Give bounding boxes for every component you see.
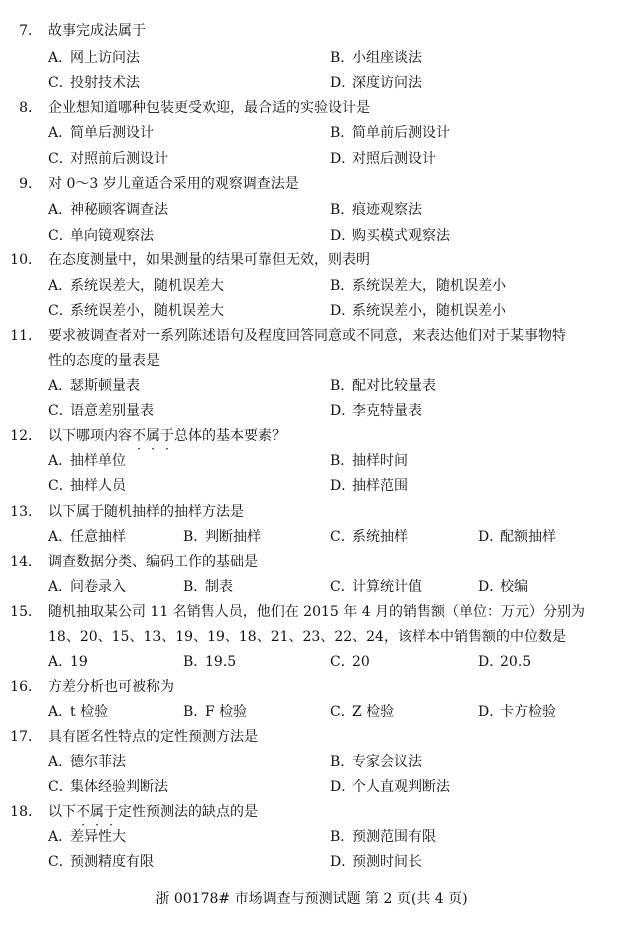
question-text-post: 定性预测法的缺点的是 — [118, 804, 258, 820]
emphasis-char: 属 — [146, 428, 160, 444]
option-text: 19 — [70, 654, 88, 670]
option-text: 语意差别量表 — [70, 403, 154, 419]
option-label: D． — [330, 478, 356, 494]
option-text: 抽样时间 — [352, 453, 408, 469]
option-label: B． — [330, 829, 355, 845]
option-label: D． — [330, 151, 356, 167]
option-text: 李克特量表 — [352, 403, 422, 419]
option-label: C． — [48, 151, 73, 167]
question-text — [48, 427, 286, 445]
question-text: 方差分析也可被称为 — [48, 679, 174, 695]
question-number: 18． — [10, 804, 42, 820]
question-text-post: 总体的基本要素？ — [174, 428, 286, 444]
emphasis-char: 不 — [132, 428, 146, 444]
option-label: A． — [48, 579, 73, 595]
option-text: 预测范围有限 — [352, 829, 436, 845]
option-label: A． — [48, 202, 73, 218]
option-label: B． — [183, 529, 208, 545]
option-label: A． — [48, 529, 73, 545]
question-number: 12． — [10, 428, 42, 444]
emphasis-char: 不 — [76, 804, 90, 820]
option-text: 深度访问法 — [352, 75, 422, 91]
question-number: 7． — [19, 23, 42, 39]
option-text: 神秘顾客调查法 — [70, 202, 168, 218]
option-label: A． — [48, 704, 73, 720]
option-label: C． — [330, 579, 355, 595]
question-text: 以下属于随机抽样的抽样方法是 — [48, 504, 244, 520]
question-text-continued: 18、20、15、13、19、19、18、21、23、22、24，该样本中销售额的中位数是 — [48, 629, 566, 645]
option-text: 抽样范围 — [352, 478, 408, 494]
option-text: 德尔菲法 — [70, 754, 126, 770]
option-text: 计算统计值 — [352, 579, 422, 595]
option-label: D． — [330, 75, 356, 91]
emphasized-text — [132, 428, 174, 444]
option-text: 19.5 — [205, 654, 237, 670]
option-text: t 检验 — [70, 704, 109, 720]
question-number: 9． — [19, 176, 42, 192]
option-label: B． — [330, 378, 355, 394]
option-text: 问卷录入 — [70, 579, 126, 595]
question-text: 对 0～3 岁儿童适合采用的观察调查法是 — [48, 176, 299, 192]
option-label: A． — [48, 453, 73, 469]
option-label: C． — [330, 654, 355, 670]
question-text-pre: 以下哪项内容 — [48, 428, 132, 444]
option-label: B． — [330, 202, 355, 218]
question-text-pre: 以下 — [48, 804, 76, 820]
option-label: A． — [48, 654, 73, 670]
option-text: 投射技术法 — [70, 75, 140, 91]
emphasis-char: 属 — [90, 804, 104, 820]
option-label: C． — [48, 403, 73, 419]
option-label: B． — [330, 125, 355, 141]
option-label: D． — [478, 654, 504, 670]
page-footer: 浙 00178# 市场调查与预测试题 第 2 页(共 4 页) — [155, 891, 468, 907]
option-label: A． — [48, 378, 73, 394]
option-label: D． — [330, 854, 356, 870]
option-text: 制表 — [205, 579, 233, 595]
option-text: 系统误差大，随机误差大 — [70, 278, 224, 294]
option-text: 网上访问法 — [70, 50, 140, 66]
option-text: 判断抽样 — [205, 529, 261, 545]
option-label: B． — [183, 579, 208, 595]
question-text: 具有匿名性特点的定性预测方法是 — [48, 729, 258, 745]
option-text: 配对比较量表 — [352, 378, 436, 394]
option-label: C． — [48, 478, 73, 494]
question-number: 15． — [10, 604, 42, 620]
option-label: C． — [48, 228, 73, 244]
emphasized-text — [76, 804, 118, 820]
option-text: 20 — [352, 654, 370, 670]
option-text: 系统误差小，随机误差大 — [70, 303, 224, 319]
option-text: 个人直观判断法 — [352, 779, 450, 795]
question-number: 10． — [10, 252, 42, 268]
question-number: 17． — [10, 729, 42, 745]
question-number: 11． — [10, 328, 42, 344]
option-text: 专家会议法 — [352, 754, 422, 770]
option-text: 对照前后测设计 — [70, 151, 168, 167]
option-text: 简单前后测设计 — [352, 125, 450, 141]
option-text: 差异性大 — [70, 829, 126, 845]
option-label: B． — [330, 453, 355, 469]
option-text: 小组座谈法 — [352, 50, 422, 66]
option-label: B． — [330, 50, 355, 66]
emphasis-char: 于 — [104, 804, 118, 820]
option-label: A． — [48, 829, 73, 845]
option-text: 购买模式观察法 — [352, 228, 450, 244]
option-text: 系统误差大，随机误差小 — [352, 278, 506, 294]
emphasis-char: 于 — [160, 428, 174, 444]
option-label: B． — [330, 754, 355, 770]
option-label: C． — [48, 303, 73, 319]
option-text: 预测时间长 — [352, 854, 422, 870]
option-text: 对照后测设计 — [352, 151, 436, 167]
option-text: 简单后测设计 — [70, 125, 154, 141]
option-label: C． — [48, 75, 73, 91]
option-label: D． — [478, 704, 504, 720]
option-label: C． — [48, 779, 73, 795]
option-label: B． — [183, 654, 208, 670]
option-text: 瑟斯顿量表 — [70, 378, 140, 394]
option-label: C． — [330, 529, 355, 545]
option-label: C． — [330, 704, 355, 720]
option-label: A． — [48, 50, 73, 66]
option-text: 任意抽样 — [70, 529, 126, 545]
question-text: 调查数据分类、编码工作的基础是 — [48, 554, 258, 570]
question-text: 随机抽取某公司 11 名销售人员，他们在 2015 年 4 月的销售额（单位：万元）分别为 — [48, 604, 586, 620]
question-text — [48, 803, 258, 821]
option-label: D． — [330, 303, 356, 319]
option-label: D． — [330, 779, 356, 795]
option-label: A． — [48, 278, 73, 294]
option-text: 抽样单位 — [70, 453, 126, 469]
option-label: B． — [183, 704, 208, 720]
option-text: 集体经验判断法 — [70, 779, 168, 795]
option-label: A． — [48, 125, 73, 141]
question-number: 13． — [10, 504, 42, 520]
option-text: 配额抽样 — [500, 529, 556, 545]
option-text: 痕迹观察法 — [352, 202, 422, 218]
option-text: F 检验 — [205, 704, 248, 720]
question-number: 8． — [19, 100, 42, 116]
option-text: 抽样人员 — [70, 478, 126, 494]
option-label: D． — [478, 529, 504, 545]
option-label: D． — [330, 228, 356, 244]
option-label: B． — [330, 278, 355, 294]
question-number: 16． — [10, 679, 42, 695]
question-text: 企业想知道哪种包装更受欢迎，最合适的实验设计是 — [48, 100, 370, 116]
option-text: 单向镜观察法 — [70, 228, 154, 244]
question-text: 要求被调查者对一系列陈述语句及程度回答同意或不同意，来表达他们对于某事物特 — [48, 328, 566, 344]
option-label: D． — [330, 403, 356, 419]
option-text: Z 检验 — [352, 704, 395, 720]
question-text: 故事完成法属于 — [48, 23, 146, 39]
question-number: 14． — [10, 554, 42, 570]
option-label: A． — [48, 754, 73, 770]
question-text-continued: 性的态度的量表是 — [48, 353, 160, 369]
question-text: 在态度测量中，如果测量的结果可靠但无效，则表明 — [48, 252, 370, 268]
option-text: 卡方检验 — [500, 704, 556, 720]
option-text: 20.5 — [500, 654, 532, 670]
option-label: C． — [48, 854, 73, 870]
option-text: 系统抽样 — [352, 529, 408, 545]
option-text: 预测精度有限 — [70, 854, 154, 870]
option-text: 系统误差小，随机误差小 — [352, 303, 506, 319]
option-text: 校编 — [500, 579, 528, 595]
option-label: D． — [478, 579, 504, 595]
